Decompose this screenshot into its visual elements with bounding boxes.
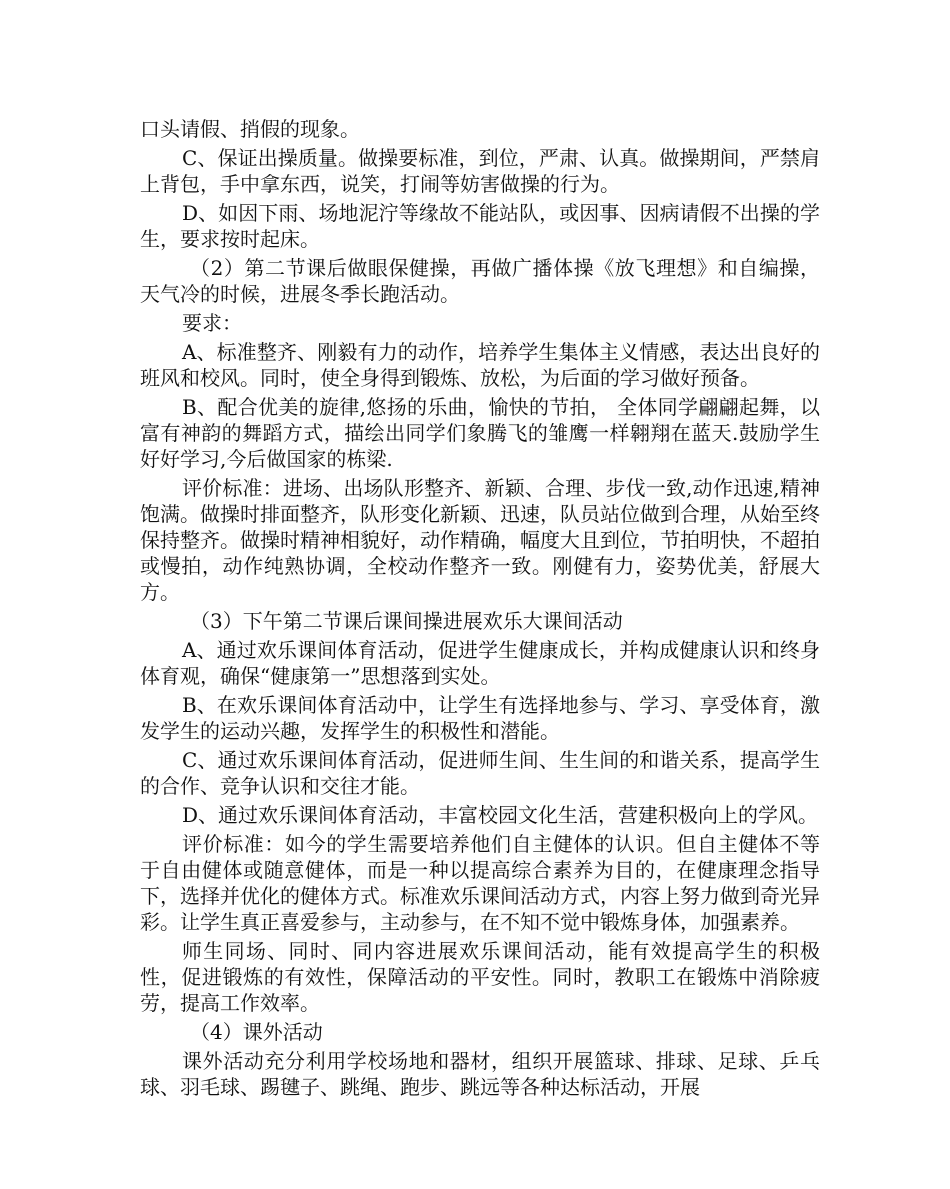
document-page (140, 116, 820, 1100)
paragraph-2: C、保证出操质量。做操要标准，到位，严肃、认真。做操期间，严禁肩上背包，手中拿东西，说笑，打闹等妨害做操的行为。 (140, 146, 820, 196)
paragraph-9: （3）下午第二节课后课间操进展欢乐大课间活动 (190, 609, 623, 633)
paragraph-17: 课外活动充分利用学校场地和器材，组织开展篮球、排球、足球、乒乓球、羽毛球、踢毽子、跳绳、跑步、跳远等各种达标活动，开展 (140, 1049, 820, 1099)
paragraph-8: 评价标准：进场、出场队形整齐、新颖、合理、步伐一致,动作迅速,精神饱满。做操时排面整齐，队形变化新颖、迅速，队员站位做到合理，从始至终保持整齐。做操时精神相貌好，动作精确，幅度大且到位，节拍明快，不超拍或慢拍，动作纯熟协调，全校动作整齐一致。刚健有力，姿势优美，舒展大方。 (140, 476, 820, 604)
paragraph-16: （4）课外活动 (190, 1020, 323, 1044)
paragraph-7: B、配合优美的旋律,悠扬的乐曲，愉快的节拍， 全体同学翩翩起舞，以富有神韵的舞蹈方式，描绘出同学们象腾飞的雏鹰一样翱翔在蓝天.鼓励学生好好学习,今后做国家的栋梁. (140, 395, 820, 471)
paragraph-10: A、通过欢乐课间体育活动，促进学生健康成长，并构成健康认识和终身体育观，确保“健康第一”思想落到实处。 (140, 638, 820, 688)
paragraph-4: （2）第二节课后做眼保健操，再做广播体操《放飞理想》和自编操，天气冷的时候，进展冬季长跑活动。 (140, 256, 820, 306)
paragraph-6: A、标准整齐、刚毅有力的动作，培养学生集体主义情感，表达出良好的班风和校风。同时，使全身得到锻炼、放松，为后面的学习做好预备。 (140, 340, 820, 390)
paragraph-12: C、通过欢乐课间体育活动，促进师生间、生生间的和谐关系，提高学生的合作、竞争认识和交往才能。 (140, 748, 820, 798)
paragraph-11: B、在欢乐课间体育活动中，让学生有选择地参与、学习、享受体育，激发学生的运动兴趣，发挥学生的积极性和潜能。 (140, 693, 820, 743)
paragraph-14: 评价标准：如今的学生需要培养他们自主健体的认识。但自主健体不等于自由健体或随意健体，而是一种以提高综合素养为目的，在健康理念指导下，选择并优化的健体方式。标准欢乐课间活动方式，内容上努力做到奇光异彩。让学生真正喜爱参与，主动参与，在不知不觉中锻炼身体，加强素养。 (140, 832, 820, 934)
paragraph-1: 口头请假、捎假的现象。 (140, 117, 360, 141)
paragraph-15: 师生同场、同时、同内容进展欢乐课间活动，能有效提高学生的积极性，促进锻炼的有效性，保障活动的平安性。同时，教职工在锻炼中消除疲劳，提高工作效率。 (140, 939, 820, 1015)
paragraph-5: 要求： (182, 311, 242, 335)
paragraph-13: D、通过欢乐课间体育活动，丰富校园文化生活，营建积极向上的学风。 (182, 803, 819, 827)
paragraph-3: D、如因下雨、场地泥泞等缘故不能站队，或因事、因病请假不出操的学生，要求按时起床。 (140, 201, 820, 251)
